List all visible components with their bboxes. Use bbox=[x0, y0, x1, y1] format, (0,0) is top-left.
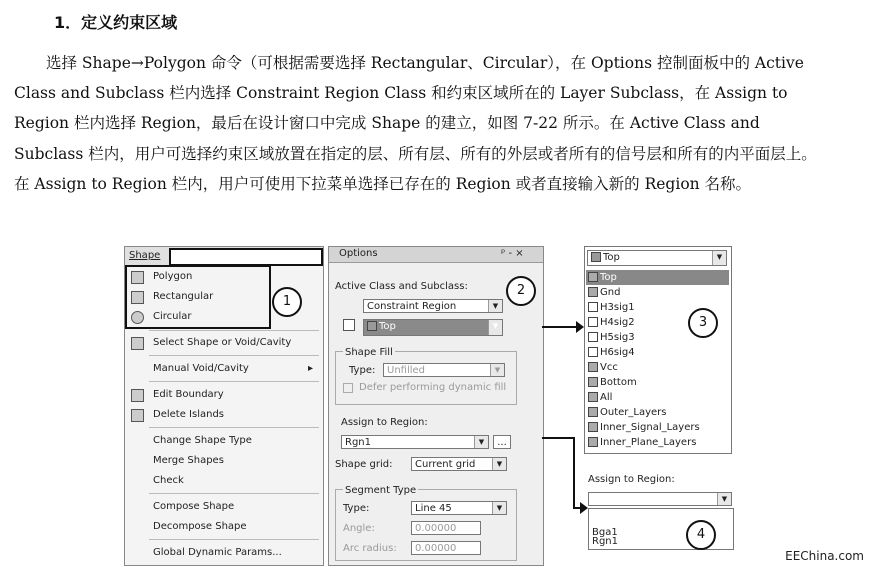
connector-line bbox=[573, 437, 575, 509]
layer-option[interactable]: Inner_Signal_Layers bbox=[588, 420, 700, 435]
menu-item-global-dynamic-params[interactable]: Global Dynamic Params... bbox=[153, 547, 282, 558]
watermark: EEChina.com bbox=[785, 549, 864, 563]
callout-1: 1 bbox=[272, 287, 302, 317]
callout-2: 2 bbox=[506, 276, 536, 306]
menu-separator bbox=[149, 330, 319, 331]
options-title-bar bbox=[329, 247, 543, 263]
active-class-label: Active Class and Subclass: bbox=[335, 281, 468, 292]
shape-fill-label: Shape Fill bbox=[345, 347, 393, 358]
region-combobox[interactable]: Rgn1 ▼ bbox=[341, 435, 489, 449]
layer-color-swatch bbox=[588, 302, 598, 312]
layer-color-swatch bbox=[588, 437, 598, 447]
menu-item-compose-shape[interactable]: Compose Shape bbox=[153, 501, 235, 512]
layer-color-swatch bbox=[588, 317, 598, 327]
layer-color-swatch bbox=[591, 252, 601, 262]
arrow-right-icon bbox=[576, 321, 584, 333]
class-combobox[interactable]: Constraint Region ▼ bbox=[363, 299, 503, 313]
layer-dropdown-panel bbox=[584, 246, 732, 454]
layer-option[interactable]: H6sig4 bbox=[588, 345, 635, 360]
segment-type-field-label: Type: bbox=[343, 503, 370, 514]
menu-bar-blank bbox=[169, 248, 323, 266]
chevron-down-icon: ▼ bbox=[717, 493, 731, 505]
layer-option[interactable]: Vcc bbox=[588, 360, 618, 375]
layer-color-swatch bbox=[588, 377, 598, 387]
callout-3: 3 bbox=[688, 308, 718, 338]
menu-item-decompose-shape[interactable]: Decompose Shape bbox=[153, 521, 247, 532]
layer-color-swatch bbox=[588, 407, 598, 417]
callout-4: 4 bbox=[686, 520, 716, 550]
segment-type-combobox[interactable]: Line 45 ▼ bbox=[411, 501, 507, 515]
menu-separator bbox=[149, 355, 319, 356]
layer-color-swatch bbox=[588, 347, 598, 357]
region-option[interactable]: Bga1 bbox=[592, 527, 618, 538]
browse-button[interactable]: ... bbox=[493, 435, 511, 449]
menu-item-merge-shapes[interactable]: Merge Shapes bbox=[153, 455, 224, 466]
layer-option[interactable]: H5sig3 bbox=[588, 330, 635, 345]
select-shape-icon bbox=[131, 337, 144, 350]
layer-color-swatch bbox=[588, 332, 598, 342]
chevron-down-icon: ▼ bbox=[488, 300, 502, 312]
layer-color-swatch bbox=[588, 272, 598, 282]
menu-separator bbox=[149, 381, 319, 382]
menu-separator bbox=[149, 427, 319, 428]
chevron-down-icon: ▼ bbox=[490, 364, 504, 376]
layer-option[interactable]: Top bbox=[586, 270, 729, 285]
section-heading: 1．定义约束区域 bbox=[54, 13, 178, 32]
layer-option[interactable]: H3sig1 bbox=[588, 300, 635, 315]
chevron-down-icon: ▼ bbox=[488, 320, 502, 335]
chevron-down-icon: ▼ bbox=[492, 502, 506, 514]
shape-grid-label: Shape grid: bbox=[335, 459, 393, 470]
menu-bar bbox=[125, 247, 323, 266]
chevron-down-icon: ▼ bbox=[474, 436, 488, 448]
layer-color-swatch bbox=[588, 422, 598, 432]
menu-separator bbox=[149, 539, 319, 540]
shape-grid-combobox[interactable]: Current grid ▼ bbox=[411, 457, 507, 471]
body-paragraph: 选择 Shape→Polygon 命令（可根据需要选择 Rectangular、Circular），在 Options 控制面板中的 Active Class and Subclass 栏内选择 Constraint Region Class 和约束区域所在的 Layer Subclass，在 Assign to Region 栏内选择 Region，最后在设计窗口中完成 Shape 的建立，如图 7-22 所示。在 Active Class and Subclass 栏内，用户可选择约束区域放置在指定的层、所有层、所有的外层或者所有的信号层和所有的内平面层上。在 Assign to Region 栏内，用户可使用下拉菜单选择已存在的 Region 或者直接输入新的 Region 名称。 bbox=[14, 54, 817, 193]
layer-option[interactable]: Bottom bbox=[588, 375, 637, 390]
menu-item-edit-boundary[interactable]: Edit Boundary bbox=[153, 389, 224, 400]
shape-menu-title[interactable]: Shape bbox=[129, 250, 161, 261]
subclass-checkbox[interactable] bbox=[343, 319, 355, 331]
menu-item-change-shape-type[interactable]: Change Shape Type bbox=[153, 435, 252, 446]
angle-label: Angle: bbox=[343, 523, 375, 534]
layer-color-swatch bbox=[588, 287, 598, 297]
menu-item-circular[interactable]: Circular bbox=[153, 311, 192, 322]
layer-color-swatch bbox=[367, 321, 377, 331]
menu-item-select-shape[interactable]: Select Shape or Void/Cavity bbox=[153, 337, 292, 348]
arc-radius-input[interactable]: 0.00000 bbox=[411, 541, 481, 555]
subclass-combobox[interactable]: Top ▼ bbox=[363, 319, 503, 336]
menu-separator bbox=[149, 493, 319, 494]
submenu-arrow-icon: ▸ bbox=[307, 363, 313, 374]
layer-option[interactable]: Inner_Plane_Layers bbox=[588, 435, 696, 450]
assign-region-label: Assign to Region: bbox=[341, 417, 428, 428]
layer-option[interactable]: H4sig2 bbox=[588, 315, 635, 330]
chevron-down-icon: ▼ bbox=[712, 251, 726, 265]
arrow-right-icon bbox=[580, 502, 588, 514]
layer-option[interactable]: All bbox=[588, 390, 612, 405]
layer-color-swatch bbox=[588, 362, 598, 372]
region-panel-label: Assign to Region: bbox=[588, 474, 675, 485]
angle-input[interactable]: 0.00000 bbox=[411, 521, 481, 535]
callout-box-1 bbox=[125, 265, 271, 329]
defer-checkbox[interactable] bbox=[343, 383, 353, 393]
menu-item-polygon[interactable]: Polygon bbox=[153, 271, 193, 282]
layer-combobox[interactable]: Top ▼ bbox=[587, 250, 727, 266]
layer-option[interactable]: Outer_Layers bbox=[588, 405, 666, 420]
menu-item-manual-void[interactable]: Manual Void/Cavity ▸ bbox=[153, 361, 317, 377]
layer-option[interactable]: Gnd bbox=[588, 285, 620, 300]
menu-item-rectangular[interactable]: Rectangular bbox=[153, 291, 214, 302]
region-option[interactable]: Rgn1 bbox=[592, 536, 618, 547]
fill-type-combobox[interactable]: Unfilled ▼ bbox=[383, 363, 505, 377]
delete-islands-icon bbox=[131, 409, 144, 422]
menu-item-check[interactable]: Check bbox=[153, 475, 184, 486]
panel-controls-icon[interactable]: ᵖ - × bbox=[501, 248, 524, 259]
region-panel-combobox[interactable] bbox=[588, 492, 732, 506]
defer-label: Defer performing dynamic fill bbox=[359, 382, 507, 393]
chevron-down-icon: ▼ bbox=[492, 458, 506, 470]
segment-type-label: Segment Type bbox=[345, 485, 417, 496]
options-title: Options bbox=[339, 248, 378, 259]
fill-type-label: Type: bbox=[349, 365, 376, 376]
connector-line bbox=[542, 437, 574, 439]
edit-boundary-icon bbox=[131, 389, 144, 402]
shape-fill-group bbox=[335, 351, 517, 405]
menu-item-delete-islands[interactable]: Delete Islands bbox=[153, 409, 224, 420]
arc-radius-label: Arc radius: bbox=[343, 543, 397, 554]
layer-color-swatch bbox=[588, 392, 598, 402]
